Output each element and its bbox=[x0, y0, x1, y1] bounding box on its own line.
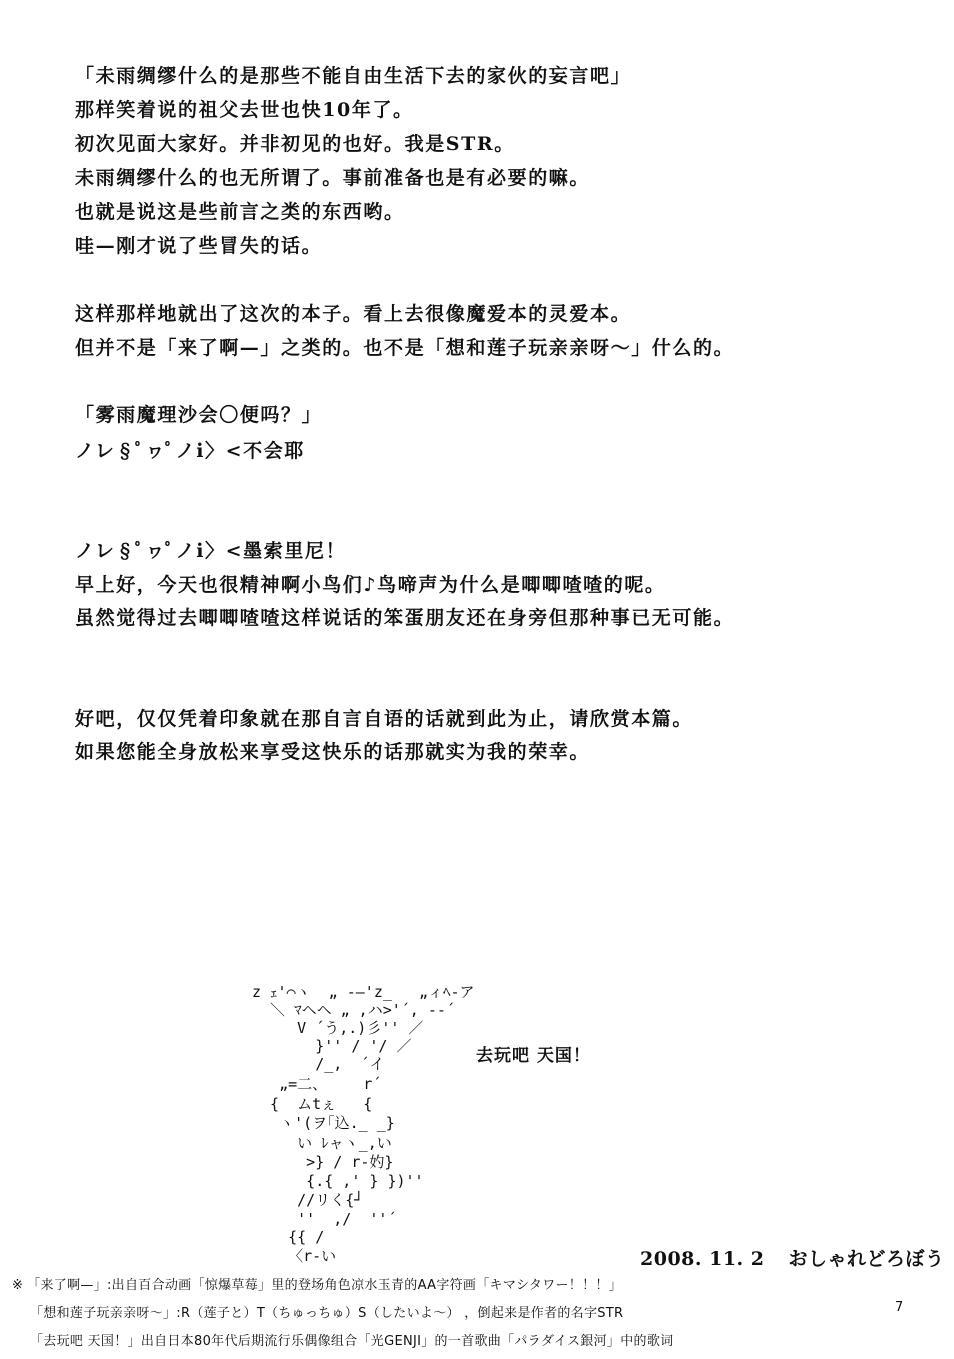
aa-line: ＼ ﾏヘヘ „ ,ハ>'´, -‐´ bbox=[252, 1001, 455, 1019]
body-line: 好吧，仅仅凭着印象就在那自言自语的话就到此为止，请欣赏本篇。 bbox=[75, 708, 694, 730]
body-line: 也就是说这是些前言之类的东西哟。 bbox=[75, 201, 405, 223]
body-line: 「雾雨魔理沙会〇便吗？」 bbox=[75, 404, 323, 426]
footnote bbox=[12, 1274, 622, 1293]
aa-line: ヽ'(ヲ｢込._ _} bbox=[252, 1114, 395, 1132]
aa-line: /_, ´イ bbox=[252, 1055, 385, 1073]
signature-author: おしゃれどろぼう bbox=[788, 1248, 945, 1270]
aa-line: >} / r-妁} bbox=[252, 1153, 394, 1171]
body-line: 这样那样地就出了这次的本子。看上去很像魔爱本的灵爱本。 bbox=[75, 303, 632, 325]
aa-line: '' ,/ ''´ bbox=[252, 1210, 397, 1228]
aa-line: }'' / '/ ／ bbox=[252, 1037, 412, 1055]
page-number: 7 bbox=[895, 1300, 904, 1315]
body-line: 那样笑着说的祖父去世也快10年了。 bbox=[75, 99, 414, 121]
footnote: 「去玩吧 天国！」出自日本80年代后期流行乐偶像组合「光GENJI」的一首歌曲「パラダイス銀河」中的歌词 bbox=[30, 1334, 674, 1349]
signature bbox=[640, 1244, 945, 1271]
body-line: 初次见面大家好。并非初见的也好。我是STR。 bbox=[75, 133, 515, 155]
body-line: 虽然觉得过去唧唧喳喳这样说话的笨蛋朋友还在身旁但那种事已无可能。 bbox=[75, 607, 735, 629]
body-line: 如果您能全身放松来享受这快乐的话那就实为我的荣幸。 bbox=[75, 741, 591, 763]
body-line: ノレ§ﾟヮﾟノi〉<不会耶 bbox=[75, 440, 305, 462]
body-line: 早上好，今天也很精神啊小鸟们♪鸟啼声为什么是唧唧喳喳的呢。 bbox=[75, 574, 666, 596]
aa-line: {.{ ,' } })'' bbox=[252, 1172, 424, 1190]
aa-line: V ´う,.)彡'' ／ bbox=[252, 1019, 424, 1037]
art-caption: 去玩吧 天国！ bbox=[476, 1046, 591, 1066]
footnote-text: 「来了啊—」:出自百合动画「惊爆草莓」里的登场角色凉水玉青的AA字符画「キマシタワー！！！」 bbox=[27, 1278, 623, 1293]
body-line: ノレ§ﾟヮﾟノi〉<墨索里尼！ bbox=[75, 540, 347, 562]
aa-line: い ﾚャヽ_,い bbox=[252, 1134, 392, 1152]
aa-line: 〈r-い bbox=[252, 1247, 337, 1265]
aa-line: „=二、 r´ bbox=[252, 1075, 382, 1093]
body-line: 未雨绸缪什么的也无所谓了。事前准备也是有必要的嘛。 bbox=[75, 167, 591, 189]
aa-line: {{ / bbox=[252, 1228, 325, 1246]
signature-date: 2008. 11. 2 bbox=[640, 1248, 765, 1270]
aa-line: z ｪ'⌒ヽ „ -—'z_ „ィﾍ-ア bbox=[252, 983, 475, 1001]
aa-line: { ムtぇ { bbox=[252, 1095, 373, 1113]
body-line: 哇—刚才说了些冒失的话。 bbox=[75, 235, 323, 257]
body-line: 但并不是「来了啊—」之类的。也不是「想和莲子玩亲亲呀～」什么的。 bbox=[75, 337, 735, 359]
body-line: 「未雨绸缪什么的是那些不能自由生活下去的家伙的妄言吧」 bbox=[75, 65, 632, 87]
footnote: 「想和莲子玩亲亲呀～」:R（莲子と）T（ちゅっちゅ）S（したいよ～） ，倒起来是作者的名字STR bbox=[30, 1306, 624, 1321]
footnote-mark: ※ bbox=[12, 1278, 24, 1293]
aa-line: //リく{┘ bbox=[252, 1191, 364, 1209]
